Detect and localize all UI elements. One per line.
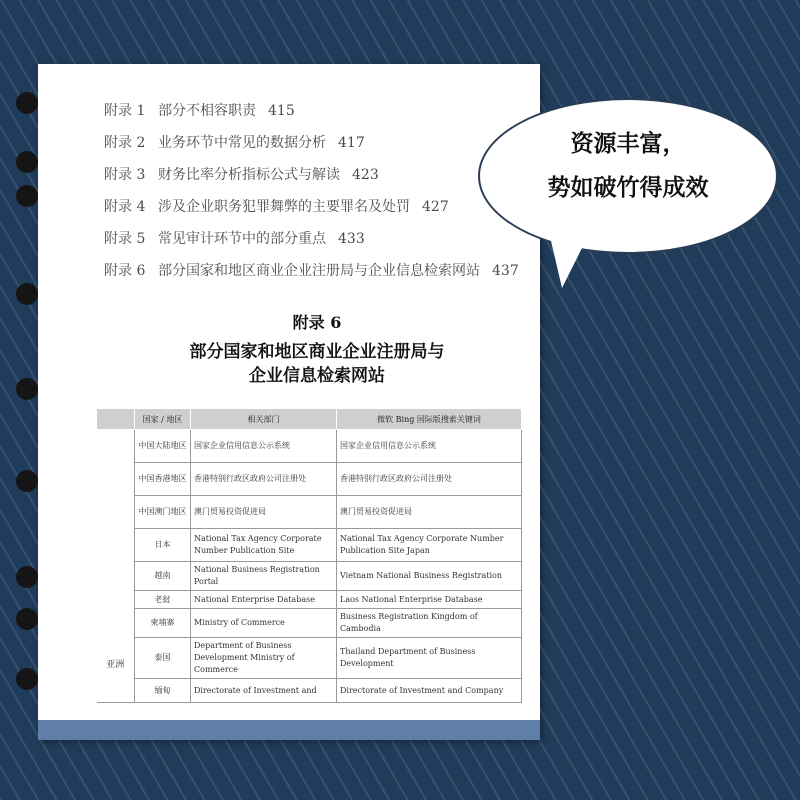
country-cell: 中国澳门地区 [135, 496, 191, 529]
department-cell: 香港特别行政区政府公司注册处 [191, 463, 337, 496]
toc-title: 部分不相容职责 [158, 103, 256, 119]
toc-page: 417 [338, 135, 365, 151]
binder-hole-icon [16, 283, 38, 305]
keyword-cell: Laos National Enterprise Database [337, 591, 522, 609]
speech-bubble-text [478, 122, 778, 210]
toc-title: 涉及企业职务犯罪舞弊的主要罪名及处罚 [158, 199, 410, 215]
country-cell: 中国大陆地区 [135, 430, 191, 463]
appendix-title-line1: 部分国家和地区商业企业注册局与 [189, 342, 445, 362]
toc-number: 附录 2 [104, 135, 146, 151]
toc-entry [104, 100, 534, 132]
toc-entry [104, 196, 534, 228]
toc-entry [104, 132, 534, 164]
binder-hole-icon [16, 378, 38, 400]
binder-hole-icon [16, 151, 38, 173]
department-cell: Department of Business Development Ministry of Commerce [191, 638, 337, 679]
table-row [97, 609, 522, 638]
appendix-title [104, 340, 530, 388]
bubble-line2: 势如破竹得成效 [547, 175, 709, 201]
keyword-cell: 国家企业信用信息公示系统 [337, 430, 522, 463]
table-row [97, 529, 522, 562]
keyword-cell: National Tax Agency Corporate Number Publication Site Japan [337, 529, 522, 562]
toc-title: 部分国家和地区商业企业注册局与企业信息检索网站 [158, 263, 480, 279]
column-header: 相关部门 [191, 409, 337, 430]
keyword-cell: Thailand Department of Business Development [337, 638, 522, 679]
toc-number: 附录 4 [104, 199, 146, 215]
speech-bubble-tail [548, 228, 592, 288]
keyword-cell: Business Registration Kingdom of Cambodia [337, 609, 522, 638]
toc-page: 415 [268, 103, 295, 119]
appendix-toc [104, 100, 534, 292]
toc-title: 常见审计环节中的部分重点 [158, 231, 326, 247]
bubble-line1: 资源丰富， [570, 131, 686, 157]
table-row [97, 496, 522, 529]
region-header [97, 409, 135, 430]
toc-page: 433 [338, 231, 365, 247]
appendix-label: 附录 6 [292, 313, 342, 332]
binder-hole-icon [16, 566, 38, 588]
country-cell: 越南 [135, 562, 191, 591]
toc-page: 427 [422, 199, 449, 215]
country-cell: 日本 [135, 529, 191, 562]
department-cell: National Tax Agency Corporate Number Publication Site [191, 529, 337, 562]
toc-page: 423 [352, 167, 379, 183]
book-page [38, 64, 540, 740]
toc-entry [104, 164, 534, 196]
country-cell: 柬埔寨 [135, 609, 191, 638]
table-row [97, 463, 522, 496]
toc-number: 附录 6 [104, 263, 146, 279]
table-row [97, 591, 522, 609]
table-row [97, 679, 522, 703]
toc-entry [104, 260, 534, 292]
keyword-cell: 香港特别行政区政府公司注册处 [337, 463, 522, 496]
table-row [97, 638, 522, 679]
country-cell: 缅甸 [135, 679, 191, 703]
country-cell: 泰国 [135, 638, 191, 679]
department-cell: National Business Registration Portal [191, 562, 337, 591]
keyword-cell: Vietnam National Business Registration [337, 562, 522, 591]
registry-table [96, 408, 522, 703]
keyword-cell: Directorate of Investment and Company [337, 679, 522, 703]
table-row [97, 430, 522, 463]
toc-number: 附录 5 [104, 231, 146, 247]
binder-hole-icon [16, 470, 38, 492]
table-header-row [97, 409, 522, 430]
country-cell: 中国香港地区 [135, 463, 191, 496]
toc-entry [104, 228, 534, 260]
department-cell: National Enterprise Database [191, 591, 337, 609]
toc-page: 437 [492, 263, 519, 279]
department-cell: Ministry of Commerce [191, 609, 337, 638]
toc-number: 附录 1 [104, 103, 146, 119]
table-row [97, 562, 522, 591]
department-cell: 澳门贸易投资促进局 [191, 496, 337, 529]
toc-title: 业务环节中常见的数据分析 [158, 135, 326, 151]
binder-hole-icon [16, 185, 38, 207]
country-cell: 老挝 [135, 591, 191, 609]
toc-number: 附录 3 [104, 167, 146, 183]
region-cell: 亚洲 [97, 430, 135, 703]
binder-hole-icon [16, 668, 38, 690]
department-cell: 国家企业信用信息公示系统 [191, 430, 337, 463]
keyword-cell: 澳门贸易投资促进局 [337, 496, 522, 529]
column-header: 国家 / 地区 [135, 409, 191, 430]
column-header: 微软 Bing 国际版搜索关键词 [337, 409, 522, 430]
page-bottom-band [38, 720, 540, 740]
department-cell: Directorate of Investment and [191, 679, 337, 703]
toc-title: 财务比率分析指标公式与解读 [158, 167, 340, 183]
appendix-title-line2: 企业信息检索网站 [249, 366, 385, 386]
binder-hole-icon [16, 92, 38, 114]
binder-hole-icon [16, 608, 38, 630]
